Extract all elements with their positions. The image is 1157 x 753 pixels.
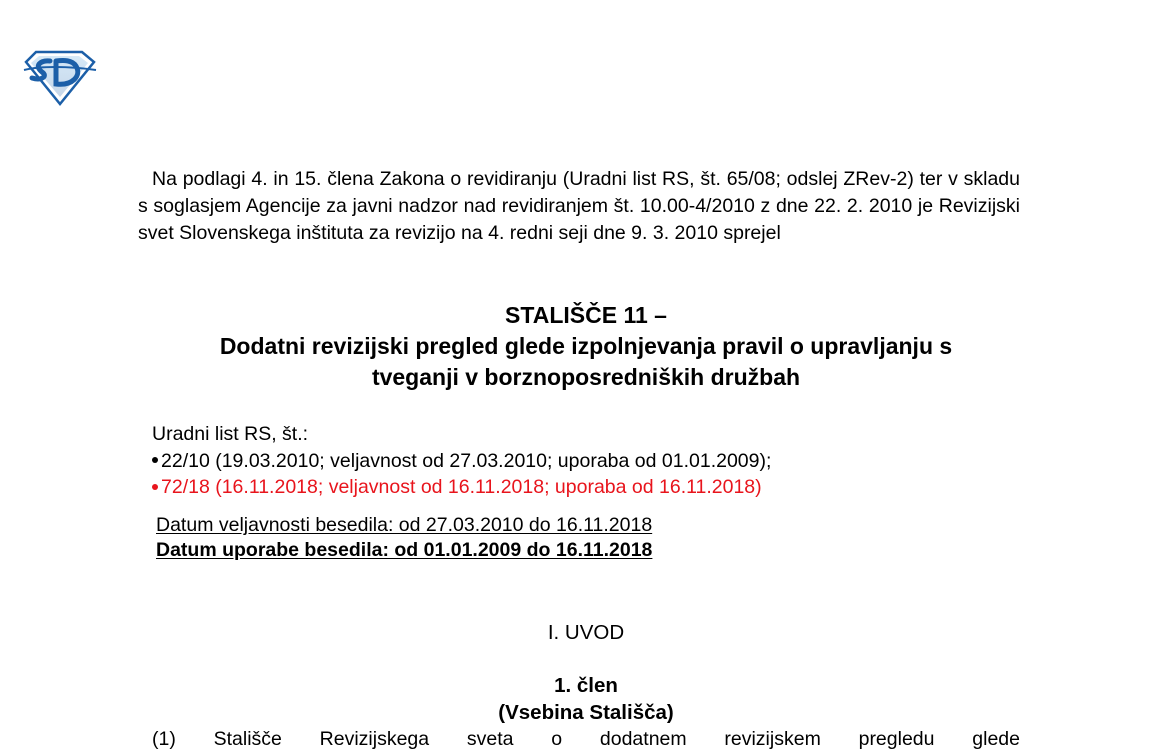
bullet-icon bbox=[152, 484, 158, 490]
validity-dates bbox=[156, 513, 652, 563]
title-line-2: Dodatni revizijski pregled glede izpolnjevanja pravil o upravljanju s bbox=[219, 333, 953, 359]
document-title bbox=[138, 300, 1034, 393]
paragraph-word: glede bbox=[972, 728, 1020, 750]
gazette-references bbox=[152, 421, 771, 501]
sir-logo bbox=[20, 48, 98, 106]
paragraph-word: pregledu bbox=[858, 728, 935, 750]
paragraph-word: Revizijskega bbox=[319, 728, 430, 750]
paragraph-word: o bbox=[551, 728, 563, 750]
gazette-entry-highlighted bbox=[152, 474, 771, 501]
application-date-line: Datum uporabe besedila: od 01.01.2009 do 16.11.2018 bbox=[156, 539, 653, 561]
article-number: 1. člen bbox=[554, 674, 618, 697]
intro-paragraph: Na podlagi 4. in 15. člena Zakona o revidiranju (Uradni list RS, št. 65/08; odslej ZRev-2) ter v skladu s soglasjem Agencije za javni nadzor nad revidiranjem št. 10.00-4/2010 z dne 22. 2. 2010 je Revizijski svet Slovenskega inštituta za revizijo na 4. redni seji dne 9. 3. 2010 sprejel bbox=[138, 168, 1020, 244]
title-line-3: tveganji v borznoposredniških družbah bbox=[371, 364, 801, 390]
paragraph-word: dodatnem bbox=[599, 728, 687, 750]
gazette-entry-text: 72/18 (16.11.2018; veljavnost od 16.11.2018; uporaba od 16.11.2018) bbox=[161, 476, 762, 498]
title-line-1: STALIŠČE 11 – bbox=[505, 302, 667, 328]
paragraph-word: sveta bbox=[466, 728, 514, 750]
paragraph-word: (1) bbox=[152, 728, 176, 750]
gazette-entry-text: 22/10 (19.03.2010; veljavnost od 27.03.2010; uporaba od 01.01.2009); bbox=[161, 449, 772, 472]
article-paragraph bbox=[152, 726, 1020, 753]
gazette-entry bbox=[152, 448, 771, 475]
gazette-heading: Uradni list RS, št.: bbox=[152, 423, 309, 445]
paragraph-word: revizijskem bbox=[724, 728, 821, 750]
paragraph-word: Stališče bbox=[213, 728, 282, 750]
bullet-icon bbox=[152, 457, 158, 463]
chapter-heading: I. UVOD bbox=[547, 621, 625, 644]
validity-date-line: Datum veljavnosti besedila: od 27.03.2010 do 16.11.2018 bbox=[156, 514, 653, 536]
sir-shield-logo-icon bbox=[20, 48, 98, 106]
article-title: (Vsebina Stališča) bbox=[498, 701, 674, 724]
